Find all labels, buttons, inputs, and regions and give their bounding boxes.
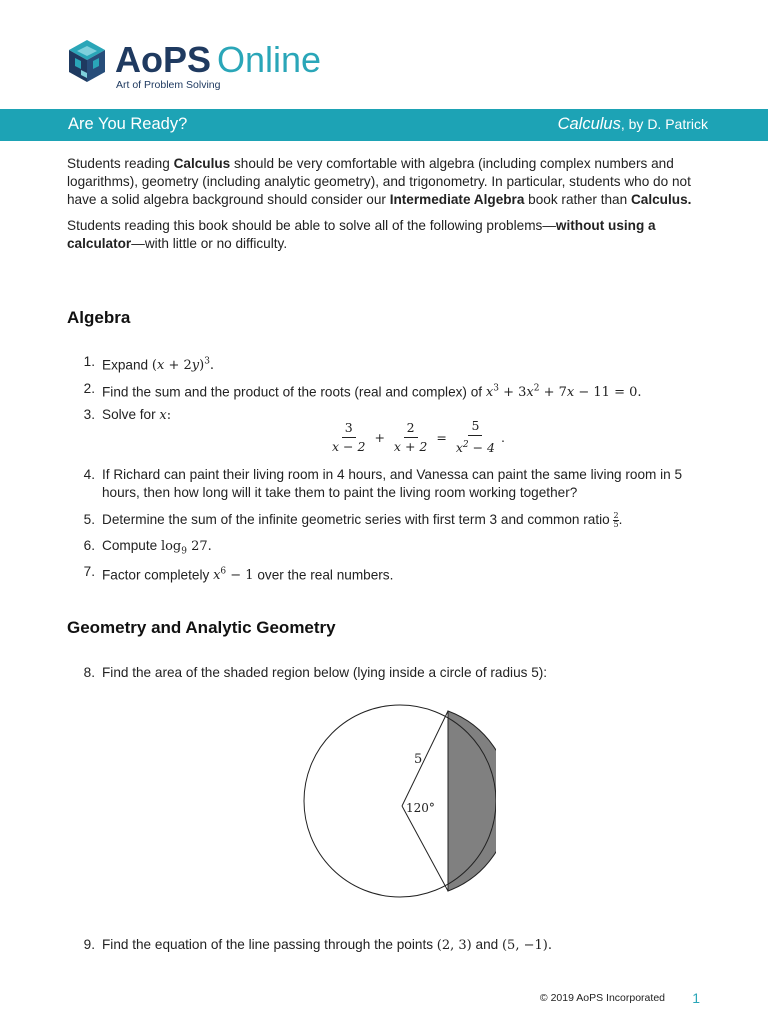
math-expression: $\log_9 27$. (160, 539, 212, 557)
problem-number: 3. (83, 407, 95, 422)
intro-p1-d: Intermediate Algebra (389, 192, 525, 207)
title-banner (0, 109, 768, 141)
banner-title: Are You Ready? (68, 115, 188, 133)
problem-text: If Richard can paint their living room in 4 hours, and Vanessa can paint the same living room in 5 hours, then how long will it take them to paint the living room working together? (102, 467, 683, 500)
fraction: $\frac{2}{x + 2}$ (393, 419, 428, 454)
radius-line-bottom (402, 806, 448, 891)
intro-p2-c: —with little or no difficulty. (131, 236, 288, 251)
logo-wordmark (115, 40, 321, 80)
intro-p2-a: Students reading this book should be able to solve all of the following problems— (67, 218, 556, 233)
problem-number: 7. (83, 564, 95, 579)
intro-p2-b: without using a calculator (67, 218, 656, 251)
problem-text (102, 380, 707, 402)
problem-6-text: Compute (102, 538, 161, 553)
problem-7-after: over the real numbers. (253, 567, 394, 583)
intro-paragraph-1 (67, 155, 707, 209)
copyright-text: © 2019 AoPS Incorporated (539, 992, 665, 1004)
math-expression: $(x + 2y)^3$. (151, 357, 215, 374)
problem-text: Solve for x: (102, 407, 172, 423)
problem-1-text: Expand (102, 357, 152, 373)
intro-p1-c: should be very comfortable with algebra (including complex numbers and logarithms), geometry (including analytic geometry), and trigonometry. In particular, students who do not have a solid algebra background should consider our (67, 156, 691, 207)
problem-5-text: Determine the sum of the infinite geometric series with first term 3 and common ratio (102, 512, 614, 527)
section-heading-algebra: Algebra (67, 308, 131, 327)
intro-p1-e: book rather than (524, 192, 631, 207)
problem-number: 2. (83, 381, 95, 396)
math-variable: x (159, 408, 167, 423)
problem-9-mid: and (471, 937, 502, 952)
problem-number: 6. (83, 538, 95, 553)
intro-text (67, 155, 707, 261)
intro-p1-b: Calculus (173, 156, 231, 171)
problem-number: 5. (83, 512, 95, 527)
angle-label: 120° (406, 801, 435, 815)
math-point: (5, −1). (501, 938, 552, 953)
math-expression: $x^3 + 3x^2 + 7x - 11 = 0$. (485, 384, 642, 401)
fraction: $\frac{3}{x - 2}$ (332, 419, 366, 454)
aops-cube-icon (67, 38, 107, 84)
problem-number: 1. (83, 354, 95, 369)
banner-book-title: Calculus (557, 115, 621, 133)
logo-brand-light: Online (217, 39, 322, 80)
problem-text (102, 563, 707, 585)
intro-p1-a: Students reading (67, 156, 174, 171)
section-heading-geometry: Geometry and Analytic Geometry (67, 618, 336, 637)
fraction: $\frac{5}{x^2 - 4}$ (455, 417, 496, 456)
intro-p1-f: Calculus. (630, 192, 692, 207)
page-number: 1 (692, 990, 700, 1006)
problem-text (102, 936, 707, 955)
problem-9-text: Find the equation of the line passing through the points (102, 937, 437, 952)
radius-line-top (402, 711, 448, 806)
math-expression: $x^6 - 1$ (213, 567, 254, 584)
radius-label: 5 (414, 752, 423, 767)
problem-text: Find the area of the shaded region below (lying inside a circle of radius 5): (102, 665, 548, 680)
fraction-two-fifths: $\frac{2}{5}$ (613, 510, 619, 529)
problem-text (102, 537, 707, 561)
aops-logo (67, 38, 327, 90)
problem-7-text: Factor completely (102, 567, 214, 583)
logo-subtitle: Art of Problem Solving (116, 79, 221, 91)
problem-text: Determine the sum of the infinite geometric series with first term 3 and common ratio $\frac{2}{5}$ . (102, 510, 623, 529)
banner-author: , by D. Patrick (620, 116, 708, 132)
banner-book-info (558, 115, 708, 134)
logo-brand-bold: AoPS (115, 39, 212, 80)
problem-number: 4. (83, 467, 95, 482)
problem-2-text: Find the sum and the product of the roots (real and complex) of (102, 384, 486, 400)
math-point: (2, 3) (436, 938, 472, 953)
problem-number: 8. (83, 665, 95, 680)
intro-paragraph-2 (67, 217, 707, 253)
equation-display: $\frac{3}{x - 2}$ + $\frac{2}{x + 2}$ = $\frac{5}{x^2 - 4}$ . (326, 417, 505, 457)
circle-segment-diagram (296, 700, 496, 900)
problem-number: 9. (83, 937, 95, 952)
problem-text (102, 353, 707, 375)
problem-3-text: Solve for (102, 407, 160, 422)
